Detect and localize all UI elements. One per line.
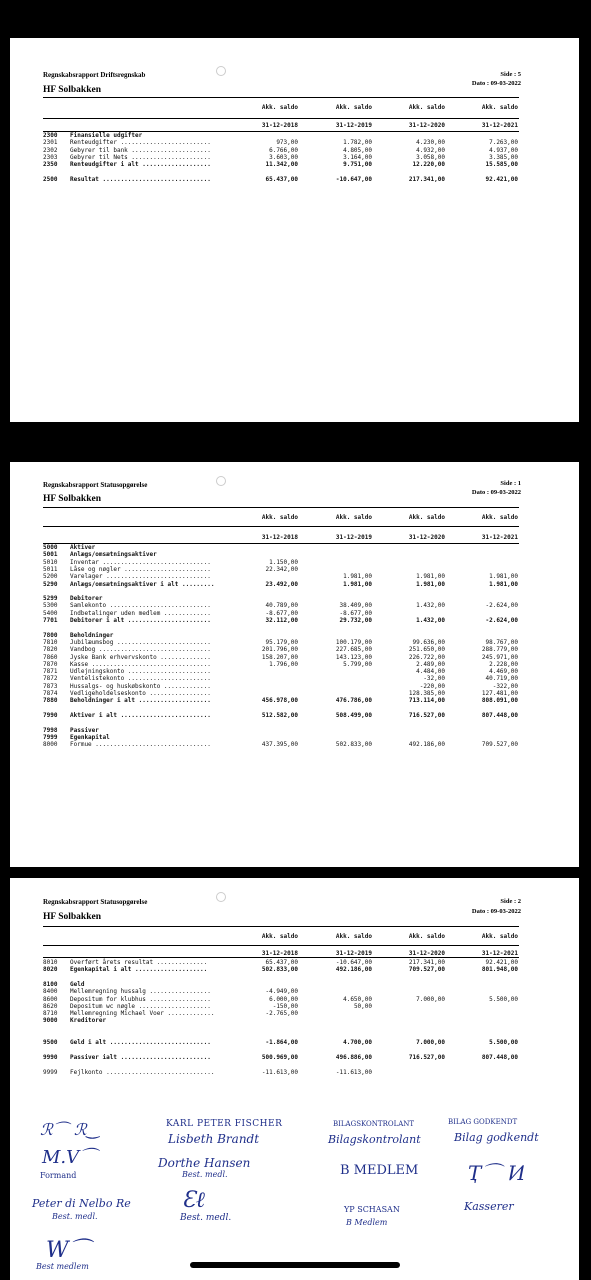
signature-scribble: Ҭ⌒ Ͷ	[468, 1161, 526, 1185]
signature-scribble: Ɛℓ	[182, 1188, 205, 1213]
account-name: Egenkapital	[70, 733, 110, 741]
signature-label: Best. medl.	[182, 1170, 228, 1179]
account-name: Formue ................................	[70, 741, 211, 749]
signature-label: Dorthe Hansen	[158, 1156, 251, 1170]
account-name: Ventelistekonto .......................	[70, 675, 211, 683]
amount-cell: 4.650,00	[343, 995, 372, 1003]
amount-cell: 1.981,00	[416, 573, 445, 581]
account-code: 2302	[43, 146, 58, 154]
amount-cell: 245.971,00	[481, 653, 518, 661]
binder-hole	[216, 66, 226, 76]
account-name: Debitorer	[70, 595, 103, 603]
divider	[43, 118, 519, 119]
column-date: 31-12-2018	[261, 534, 298, 541]
column-date: 31-12-2021	[481, 122, 518, 129]
report-page-1	[10, 38, 579, 422]
signature-label: Peter di Nelbo Re	[32, 1197, 131, 1210]
account-code: 2350	[43, 161, 58, 169]
amount-cell: 92.421,00	[485, 175, 518, 183]
column-date: 31-12-2018	[261, 950, 298, 957]
amount-cell: -322,00	[492, 682, 518, 690]
signature-scribble: M.V⌒	[42, 1147, 98, 1168]
column-date: 31-12-2021	[481, 534, 518, 541]
column-header: Akk. saldo	[481, 933, 518, 940]
amount-cell: 92.421,00	[485, 959, 518, 966]
column-header: Akk. saldo	[335, 104, 372, 111]
signature-label: Best medlem	[36, 1262, 89, 1271]
amount-cell: 1.432,00	[416, 617, 445, 624]
column-date: 31-12-2018	[261, 122, 298, 129]
account-name: Kasse .................................	[70, 660, 211, 668]
amount-cell: 4.932,00	[416, 146, 445, 154]
column-header: Akk. saldo	[261, 104, 298, 111]
account-code: 7873	[43, 682, 58, 690]
divider	[43, 97, 519, 98]
amount-cell: 476.786,00	[335, 697, 372, 705]
account-code: 9000	[43, 1017, 58, 1025]
divider	[43, 926, 519, 927]
account-code: 8000	[43, 741, 58, 749]
amount-cell: 4.469,00	[489, 668, 518, 676]
amount-cell: 3.603,00	[269, 153, 298, 161]
account-name: Depositum wc nøgle ....................	[70, 1002, 211, 1010]
account-code: 7998	[43, 726, 58, 734]
amount-cell: 2.228,00	[489, 660, 518, 668]
signature-label: Bilagskontrolant	[328, 1133, 421, 1146]
signature-label: B MEDLEM	[340, 1163, 419, 1178]
amount-cell: 807.448,00	[481, 1053, 518, 1061]
account-name: Hussalgs- og huskøbskonto .............	[70, 682, 211, 690]
amount-cell: 4.805,00	[343, 146, 372, 154]
amount-cell: 22.342,00	[265, 565, 298, 573]
column-date: 31-12-2019	[335, 122, 372, 129]
account-code: 2301	[43, 139, 58, 147]
column-header: Akk. saldo	[408, 104, 445, 111]
amount-cell: 1.981,00	[489, 580, 518, 588]
signature-label: Kasserer	[464, 1200, 514, 1213]
amount-cell: 1.981,00	[416, 580, 445, 588]
amount-cell: 716.527,00	[408, 711, 445, 719]
account-code: 8010	[43, 959, 58, 966]
org-name: HF Solbakken	[43, 912, 101, 922]
account-code: 7880	[43, 697, 58, 705]
account-name: Renteudgifter i alt ...................	[70, 161, 211, 169]
account-name: Indbetalinger uden medlem .............	[70, 609, 211, 617]
account-name: Mellemregning Michael Voer .............	[70, 1010, 215, 1018]
account-name: Passiver	[70, 726, 99, 734]
account-code: 5299	[43, 595, 58, 603]
signature-label: Best. medl.	[52, 1212, 98, 1221]
amount-cell: 1.432,00	[416, 602, 445, 610]
amount-cell: 9.751,00	[343, 161, 372, 169]
amount-cell: 1.782,00	[343, 139, 372, 147]
account-code: 5400	[43, 609, 58, 617]
report-page-2	[10, 462, 579, 867]
account-name: Aktiver	[70, 544, 96, 551]
amount-cell: 1.796,00	[269, 660, 298, 668]
amount-cell: 251.650,00	[408, 646, 445, 654]
signature-label: YP SCHASAN	[344, 1205, 400, 1214]
amount-cell: 5.500,00	[489, 1039, 518, 1047]
account-code: 7999	[43, 733, 58, 741]
column-date: 31-12-2019	[335, 950, 372, 957]
table-row	[10, 1069, 579, 1077]
amount-cell: -8.677,00	[339, 609, 372, 617]
amount-cell: 100.179,00	[335, 638, 372, 646]
account-name: Vedligeholdelseskonto .................	[70, 690, 211, 697]
amount-cell: 5.799,00	[343, 660, 372, 668]
account-code: 9990	[43, 1053, 58, 1061]
amount-cell: 143.123,00	[335, 653, 372, 661]
report-title: Regnskabsrapport Driftsregnskab	[43, 71, 146, 79]
column-header: Akk. saldo	[261, 514, 298, 521]
amount-cell: 32.112,00	[265, 617, 298, 624]
amount-cell: 158.207,00	[261, 653, 298, 661]
account-name: Fejlkonto ..............................	[70, 1068, 215, 1076]
amount-cell: -8.677,00	[265, 609, 298, 617]
column-header: Akk. saldo	[335, 514, 372, 521]
binder-hole	[216, 892, 226, 902]
amount-cell: 4.484,00	[416, 668, 445, 676]
amount-cell: -11.613,00	[335, 1068, 372, 1076]
account-code: 8600	[43, 995, 58, 1003]
account-name: Depositum for klubhus .................	[70, 995, 211, 1003]
signature-label: KARL PETER FISCHER	[166, 1119, 283, 1129]
signature-label: Lisbeth Brandt	[168, 1132, 260, 1146]
column-header: Akk. saldo	[261, 933, 298, 940]
amount-cell: 98.767,00	[485, 638, 518, 646]
account-name: Udlejningskonto .......................	[70, 668, 211, 676]
amount-cell: 502.833,00	[261, 966, 298, 974]
amount-cell: 808.091,00	[481, 697, 518, 705]
account-name: Jyske Bank erhvervskonto ..............	[70, 653, 211, 661]
account-code: 8400	[43, 988, 58, 996]
account-code: 7810	[43, 638, 58, 646]
signature-scribble: W⌒	[46, 1238, 91, 1263]
amount-cell: -11.613,00	[261, 1068, 298, 1076]
account-code: 7701	[43, 617, 58, 624]
amount-cell: 95.179,00	[265, 638, 298, 646]
amount-cell: 3.164,00	[343, 153, 372, 161]
amount-cell: 65.437,00	[265, 959, 298, 966]
table-row	[10, 741, 579, 749]
column-date: 31-12-2019	[335, 534, 372, 541]
amount-cell: 227.685,00	[335, 646, 372, 654]
column-header: Akk. saldo	[481, 104, 518, 111]
amount-cell: 496.886,00	[335, 1053, 372, 1061]
amount-cell: 217.341,00	[408, 959, 445, 966]
amount-cell: 512.582,00	[261, 711, 298, 719]
amount-cell: -4.949,00	[265, 988, 298, 996]
account-code: 5000	[43, 544, 58, 551]
amount-cell: 12.220,00	[412, 161, 445, 169]
amount-cell: 6.766,00	[269, 146, 298, 154]
account-name: Geld i alt ............................	[70, 1039, 211, 1047]
report-date: Dato : 09-03-2022	[471, 80, 521, 87]
account-code: 9500	[43, 1039, 58, 1047]
signature-label: B Medlem	[346, 1218, 388, 1227]
amount-cell: 38.409,00	[339, 602, 372, 610]
amount-cell: -1.864,00	[265, 1039, 298, 1047]
amount-cell: 2.489,00	[416, 660, 445, 668]
amount-cell: 456.978,00	[261, 697, 298, 705]
amount-cell: 288.779,00	[481, 646, 518, 654]
account-code: 2500	[43, 175, 58, 183]
account-name: Aktiver i alt .........................	[70, 711, 211, 719]
amount-cell: 29.732,00	[339, 617, 372, 624]
amount-cell: 4.937,00	[489, 146, 518, 154]
account-name: Samlekonto ............................	[70, 602, 211, 610]
amount-cell: 40.789,00	[265, 602, 298, 610]
amount-cell: 3.058,00	[416, 153, 445, 161]
divider	[43, 507, 519, 508]
amount-cell: 1.981,00	[343, 573, 372, 581]
account-code: 7874	[43, 690, 58, 697]
signature-label: BILAG GODKENDT	[448, 1118, 518, 1126]
amount-cell: 492.186,00	[335, 966, 372, 974]
account-name: Kreditorer	[70, 1017, 107, 1025]
account-name: Overført årets resultat ..............	[70, 959, 208, 966]
amount-cell: 7.263,00	[489, 139, 518, 147]
signature-label: BILAGSKONTROLANT	[333, 1120, 415, 1128]
amount-cell: 492.186,00	[408, 741, 445, 749]
divider	[43, 526, 519, 527]
page-number: Side : 1	[500, 480, 521, 487]
amount-cell: 15.585,00	[485, 161, 518, 169]
column-date: 31-12-2021	[481, 950, 518, 957]
account-name: Gebyrer til Nets ......................	[70, 153, 211, 161]
amount-cell: -220,00	[419, 682, 445, 690]
account-code: 7820	[43, 646, 58, 654]
signature-scribble: ℛ⌒ ℛ‿	[40, 1120, 100, 1139]
account-name: Debitorer i alt .......................	[70, 617, 211, 624]
amount-cell: 500.969,00	[261, 1053, 298, 1061]
account-code: 7990	[43, 711, 58, 719]
account-name: Inventar ..............................	[70, 558, 211, 566]
column-date: 31-12-2020	[408, 122, 445, 129]
amount-cell: -150,00	[272, 1002, 298, 1010]
account-code: 8620	[43, 1002, 58, 1010]
signature-area	[10, 1115, 579, 1280]
account-code: 5300	[43, 602, 58, 610]
account-name: Varelager .............................	[70, 573, 211, 581]
account-code: 7871	[43, 668, 58, 676]
amount-cell: 801.948,00	[481, 966, 518, 974]
account-code: 7870	[43, 660, 58, 668]
amount-cell: 128.385,00	[408, 690, 445, 697]
account-name: Beholdninger	[70, 631, 114, 639]
amount-cell: 1.981,00	[343, 580, 372, 588]
account-code: 9999	[43, 1068, 58, 1076]
column-date: 31-12-2020	[408, 534, 445, 541]
account-code: 5010	[43, 558, 58, 566]
column-header: Akk. saldo	[481, 514, 518, 521]
account-code: 7800	[43, 631, 58, 639]
report-title: Regnskabsrapport Statusopgørelse	[43, 898, 148, 906]
account-name: Låse og nøgler ........................	[70, 565, 211, 573]
divider	[43, 945, 519, 946]
amount-cell: 3.385,00	[489, 153, 518, 161]
amount-cell: 40.719,00	[485, 675, 518, 683]
account-name: Anlægs/omsætningsaktiver	[70, 551, 157, 559]
amount-cell: -10.647,00	[335, 959, 372, 966]
amount-cell: 217.341,00	[408, 175, 445, 183]
amount-cell: 973,00	[276, 139, 298, 147]
account-name: Passiver ialt .........................	[70, 1053, 211, 1061]
amount-cell: 709.527,00	[481, 741, 518, 749]
account-name: Beholdninger i alt ....................	[70, 697, 211, 705]
account-code: 5001	[43, 551, 58, 559]
binder-hole	[216, 476, 226, 486]
amount-cell: 201.796,00	[261, 646, 298, 654]
amount-cell: 508.499,00	[335, 711, 372, 719]
amount-cell: 6.000,00	[269, 995, 298, 1003]
report-date: Dato : 09-03-2022	[471, 489, 521, 496]
signature-label: Bilag godkendt	[454, 1131, 539, 1144]
page-number: Side : 5	[500, 71, 521, 78]
amount-cell: -2.624,00	[485, 602, 518, 610]
amount-cell: 4.700,00	[343, 1039, 372, 1047]
account-code: 8100	[43, 980, 58, 988]
amount-cell: 50,00	[353, 1002, 372, 1010]
report-title: Regnskabsrapport Statusopgørelse	[43, 481, 148, 489]
amount-cell: 5.500,00	[489, 995, 518, 1003]
column-header: Akk. saldo	[408, 933, 445, 940]
org-name: HF Solbakken	[43, 494, 101, 504]
amount-cell: 716.527,00	[408, 1053, 445, 1061]
amount-cell: 7.000,00	[416, 995, 445, 1003]
table-row	[10, 176, 579, 184]
account-code: 5200	[43, 573, 58, 581]
amount-cell: 23.492,00	[265, 580, 298, 588]
amount-cell: -2.765,00	[265, 1010, 298, 1018]
amount-cell: 11.342,00	[265, 161, 298, 169]
column-date: 31-12-2020	[408, 950, 445, 957]
account-code: 8020	[43, 966, 58, 974]
account-code: 8710	[43, 1010, 58, 1018]
amount-cell: -10.647,00	[335, 175, 372, 183]
account-name: Vandbog ...............................	[70, 646, 211, 654]
account-code: 7860	[43, 653, 58, 661]
amount-cell: 127.481,00	[481, 690, 518, 697]
amount-cell: 99.636,00	[412, 638, 445, 646]
home-indicator[interactable]	[190, 1262, 400, 1268]
org-name: HF Solbakken	[43, 85, 101, 95]
account-name: Jubilæumsbog ..........................	[70, 638, 211, 646]
amount-cell: 1.981,00	[489, 573, 518, 581]
column-header: Akk. saldo	[408, 514, 445, 521]
column-header: Akk. saldo	[335, 933, 372, 940]
amount-cell: 7.000,00	[416, 1039, 445, 1047]
amount-cell: 502.833,00	[335, 741, 372, 749]
amount-cell: -32,00	[423, 675, 445, 683]
signature-label: Formand	[40, 1171, 77, 1180]
account-name: Anlægs/omsætningsaktiver i alt .........	[70, 580, 215, 588]
account-code: 5011	[43, 565, 58, 573]
account-name: Mellemregning hussalg .................	[70, 988, 211, 996]
account-code: 2303	[43, 153, 58, 161]
report-date: Dato : 09-03-2022	[471, 908, 521, 915]
account-name: Egenkapital i alt ....................	[70, 966, 208, 974]
amount-cell: 437.395,00	[261, 741, 298, 749]
amount-cell: 807.448,00	[481, 711, 518, 719]
account-name: Resultat ..............................	[70, 175, 211, 183]
account-name: Renteudgifter .........................	[70, 139, 211, 147]
account-code: 7872	[43, 675, 58, 683]
account-name: Finansielle udgifter	[70, 132, 143, 139]
account-code: 2300	[43, 132, 58, 139]
amount-cell: 713.114,00	[408, 697, 445, 705]
amount-cell: 4.230,00	[416, 139, 445, 147]
signature-label: Best. medl.	[180, 1213, 232, 1223]
page-number: Side : 2	[500, 898, 521, 905]
amount-cell: 65.437,00	[265, 175, 298, 183]
account-name: Geld	[70, 980, 85, 988]
amount-cell: 226.722,00	[408, 653, 445, 661]
account-name: Gebyrer til bank ......................	[70, 146, 211, 154]
account-code: 5290	[43, 580, 58, 588]
amount-cell: -2.624,00	[485, 617, 518, 624]
amount-cell: 1.150,00	[269, 558, 298, 566]
amount-cell: 709.527,00	[408, 966, 445, 974]
